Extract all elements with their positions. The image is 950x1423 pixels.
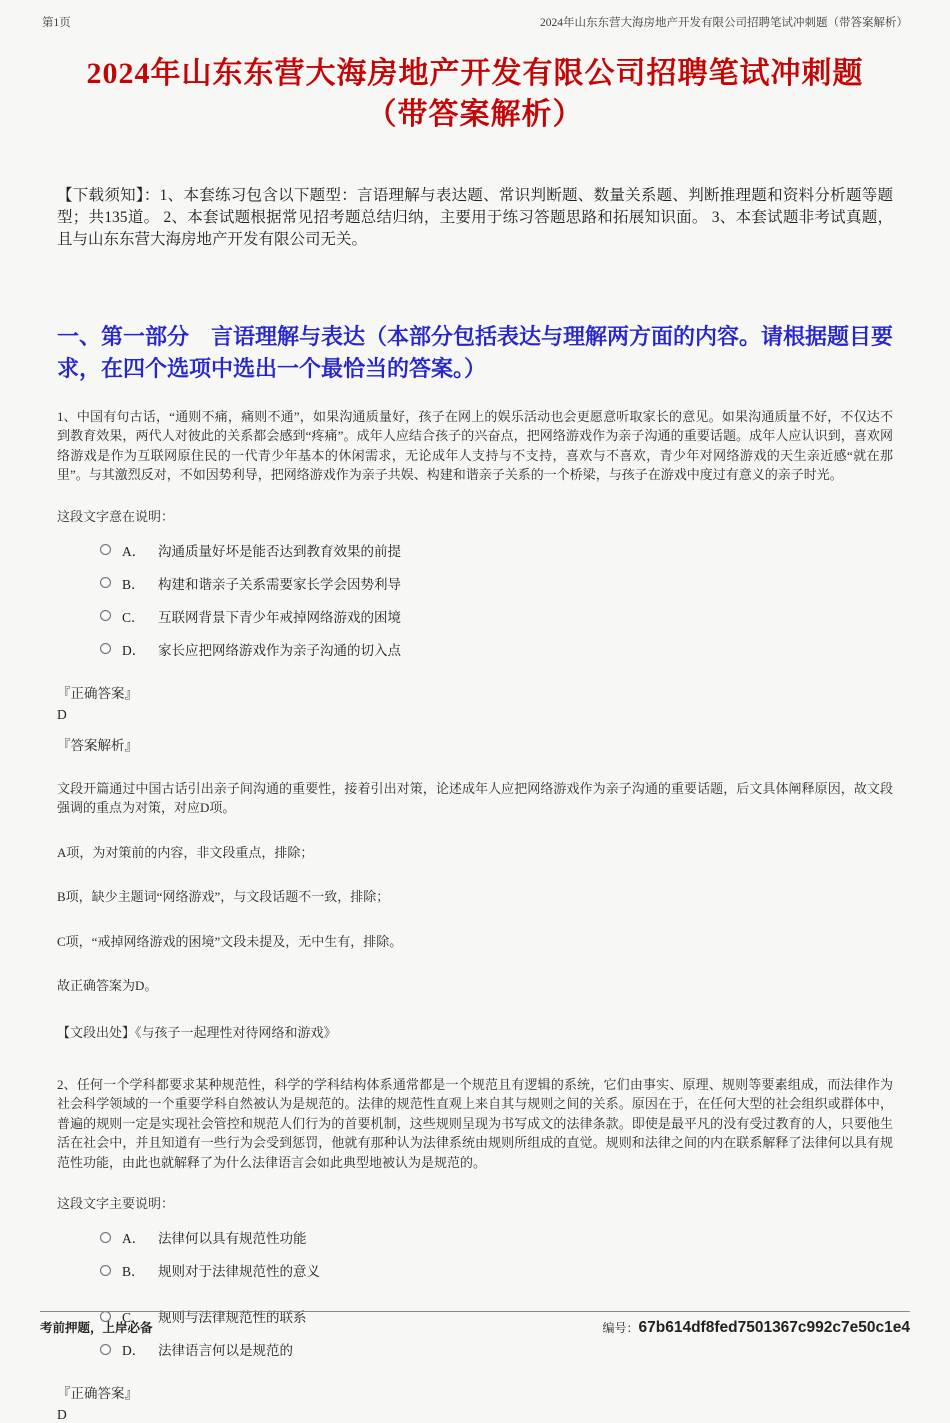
question-prompt: 这段文字主要说明： — [57, 1196, 175, 1212]
section-heading: 一、第一部分 言语理解与表达（本部分包括表达与理解两方面的内容。请根据题目要求，在四个选项中选出一个最恰当的答案。） — [57, 324, 894, 381]
option-text: 法律语言何以是规范的 — [158, 1343, 293, 1359]
option-letter: C． — [122, 609, 145, 625]
analysis-paragraph: B项，缺少主题词“网络游戏”，与文段话题不一致，排除； — [57, 889, 390, 905]
option-row-a[interactable] — [100, 1227, 893, 1247]
option-row-b[interactable] — [100, 1260, 893, 1280]
page-number: 第1页 — [42, 17, 71, 29]
radio-icon[interactable] — [100, 643, 111, 654]
option-text: 法律何以具有规范性功能 — [158, 1231, 307, 1247]
radio-icon[interactable] — [100, 1265, 111, 1276]
question-stem: 1、中国有句古话，“通则不痛，痛则不通”，如果沟通质量好，孩子在网上的娱乐活动也会更愿意听取家长的意见。如果沟通质量不好，不仅达不到教育效果，两代人对彼此的关系都会感到“疼痛”。成年人应结合孩子的兴奋点，把网络游戏作为亲子沟通的重要话题。成年人应认识到，喜欢网络游戏是作为互联网原住民的一代青少年基本的休闲需求，无论成年人支持与不支持，喜欢与不喜欢，青少年对网络游戏的天生亲近感“就在那里”。与其激烈反对，不如因势利导，把网络游戏作为亲子共娱、构建和谐亲子关系的一个桥梁，与孩子在游戏中度过有意义的亲子时光。 — [57, 408, 893, 483]
option-letter: A． — [122, 543, 146, 559]
radio-icon[interactable] — [100, 577, 111, 588]
footer-code-value: 67b614df8fed7501367c992c7e50c1e4 — [638, 1319, 910, 1336]
option-letter: B． — [122, 1264, 145, 1280]
option-row-a[interactable] — [100, 540, 893, 560]
correct-answer-label: 『正确答案』 — [57, 1386, 138, 1402]
question-block-2 — [57, 1075, 893, 1423]
option-text: 规则与法律规范性的联系 — [158, 1310, 307, 1326]
page-header — [42, 14, 908, 30]
question-prompt: 这段文字意在说明： — [57, 508, 175, 524]
option-row-b[interactable] — [100, 573, 893, 593]
footer-code-label: 编号： — [602, 1321, 639, 1335]
analysis-paragraph: 故正确答案为D。 — [57, 978, 158, 994]
radio-icon[interactable] — [100, 1232, 111, 1243]
passage-source: 【文段出处】《与孩子一起理性对待网络和游戏》 — [57, 1024, 337, 1040]
download-notice: 【下载须知】：1、本套练习包含以下题型：言语理解与表达题、常识判断题、数量关系题、判断推理题和资料分析题等题型；共135道。 2、本套试题根据常见招考题总结归纳，主要用于练习答题思路和拓展知识面。 3、本套试题非考试真题，且与山东东营大海房地产开发有限公司无关。 — [57, 187, 893, 248]
header-doc-title: 2024年山东东营大海房地产开发有限公司招聘笔试冲刺题（带答案解析） — [540, 17, 908, 29]
page-footer — [40, 1311, 910, 1337]
footer-slogan: 考前押题，上岸必备 — [40, 1321, 153, 1335]
correct-answer-value: D — [57, 706, 67, 722]
option-row-d[interactable] — [100, 1339, 893, 1359]
document-title: 2024年山东东营大海房地产开发有限公司招聘笔试冲刺题（带答案解析） — [86, 57, 864, 131]
correct-answer-label: 『正确答案』 — [57, 685, 138, 701]
correct-answer-value: D — [57, 1407, 67, 1423]
option-letter: B． — [122, 576, 145, 592]
option-text: 规则对于法律规范性的意义 — [158, 1264, 320, 1280]
analysis-paragraph: C项，“戒掉网络游戏的困境”文段未提及，无中生有，排除。 — [57, 933, 403, 949]
option-row-c[interactable] — [100, 606, 893, 626]
radio-icon[interactable] — [100, 1344, 111, 1355]
question-stem: 2、任何一个学科都要求某种规范性，科学的学科结构体系通常都是一个规范且有逻辑的系统，它们由事实、原理、规则等要素组成，而法律作为社会科学领域的一个重要学科自然被认为是规范的。法律的规范性直观上来自其与规则之间的关系。原因在于，在任何大型的社会组织或群体中，普遍的规则一定是实现社会管控和规范人们行为的首要机制，这些规则呈现为书写成文的法律条款。即使是最平凡的没有受过教育的人，只要他生活在社会中，并且知道有一些行为会受到惩罚，他就有那种认为法律系统由规则所组成的直觉。规则和法律之间的内在联系解释了法律何以具有规范性功能，由此也就解释了为什么法律语言会如此典型地被认为是规范的。 — [57, 1076, 893, 1170]
option-letter: A． — [122, 1231, 146, 1247]
analysis-paragraph: 文段开篇通过中国古话引出亲子间沟通的重要性，接着引出对策，论述成年人应把网络游戏作为亲子沟通的重要话题，后文具体阐释原因，故文段强调的重点为对策，对应D项。 — [57, 780, 893, 816]
options-list — [57, 1227, 893, 1359]
radio-icon[interactable] — [100, 610, 111, 621]
option-text: 家长应把网络游戏作为亲子沟通的切入点 — [158, 642, 401, 658]
analysis-paragraph: A项，为对策前的内容，非文段重点，排除； — [57, 844, 314, 860]
option-letter: C． — [122, 1310, 145, 1326]
option-letter: D． — [122, 642, 146, 658]
option-letter: D． — [122, 1343, 146, 1359]
analysis-label: 『答案解析』 — [57, 737, 138, 753]
option-text: 互联网背景下青少年戒掉网络游戏的困境 — [158, 609, 401, 625]
footer-code — [603, 1319, 911, 1337]
question-block-1 — [57, 407, 893, 1041]
option-text: 构建和谐亲子关系需要家长学会因势利导 — [158, 576, 401, 592]
options-list — [57, 540, 893, 659]
option-row-d[interactable] — [100, 639, 893, 659]
radio-icon[interactable] — [100, 544, 111, 555]
option-text: 沟通质量好坏是能否达到教育效果的前提 — [158, 543, 401, 559]
